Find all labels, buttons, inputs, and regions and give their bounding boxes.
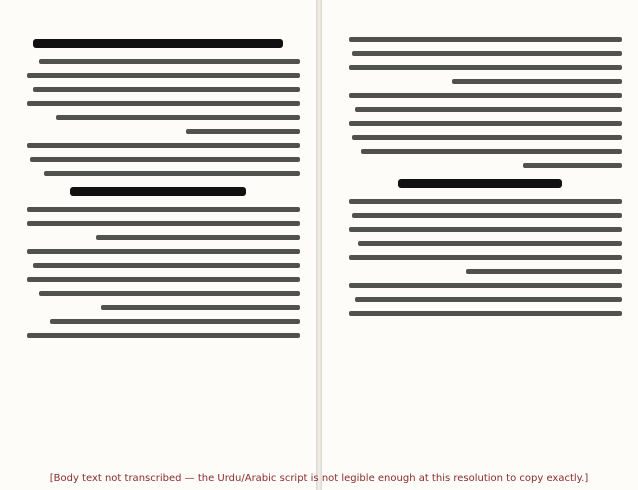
text-line bbox=[358, 241, 622, 246]
text-line bbox=[452, 79, 622, 84]
text-line bbox=[352, 213, 622, 218]
text-line bbox=[349, 227, 622, 232]
text-line bbox=[349, 283, 622, 288]
text-line bbox=[352, 135, 622, 140]
right-page bbox=[322, 0, 638, 490]
text-line bbox=[30, 157, 300, 162]
text-line bbox=[56, 115, 300, 120]
text-line bbox=[186, 129, 300, 134]
text-line bbox=[96, 235, 300, 240]
left-page-body bbox=[16, 39, 300, 338]
text-line bbox=[349, 93, 622, 98]
text-line bbox=[27, 277, 300, 282]
transcription-notice: [Body text not transcribed — the Urdu/Arabic script is not legible enough at this resolution to copy exactly.] bbox=[49, 473, 589, 484]
text-line bbox=[352, 51, 622, 56]
text-line bbox=[44, 171, 300, 176]
text-line bbox=[27, 207, 300, 212]
right-page-number bbox=[338, 10, 622, 28]
left-page-number bbox=[16, 10, 300, 28]
text-line bbox=[27, 73, 300, 78]
text-line bbox=[349, 121, 622, 126]
text-line bbox=[361, 149, 622, 154]
text-line bbox=[355, 107, 622, 112]
left-subheading-band bbox=[70, 187, 246, 196]
text-line bbox=[349, 65, 622, 70]
text-line bbox=[27, 249, 300, 254]
text-line bbox=[27, 333, 300, 338]
text-line bbox=[349, 311, 622, 316]
text-line bbox=[349, 199, 622, 204]
text-line bbox=[50, 319, 300, 324]
right-page-body bbox=[338, 37, 622, 316]
text-line bbox=[27, 221, 300, 226]
left-heading-line bbox=[33, 39, 283, 48]
text-line bbox=[33, 87, 300, 92]
left-page bbox=[0, 0, 316, 490]
text-line bbox=[349, 37, 622, 42]
text-line bbox=[101, 305, 300, 310]
text-line bbox=[27, 101, 300, 106]
text-line bbox=[39, 291, 300, 296]
text-line bbox=[349, 255, 622, 260]
text-line bbox=[355, 297, 622, 302]
text-line bbox=[466, 269, 622, 274]
text-line bbox=[39, 59, 300, 64]
text-line bbox=[27, 143, 300, 148]
right-subheading-band bbox=[398, 179, 563, 188]
text-line bbox=[523, 163, 622, 168]
text-line bbox=[33, 263, 300, 268]
